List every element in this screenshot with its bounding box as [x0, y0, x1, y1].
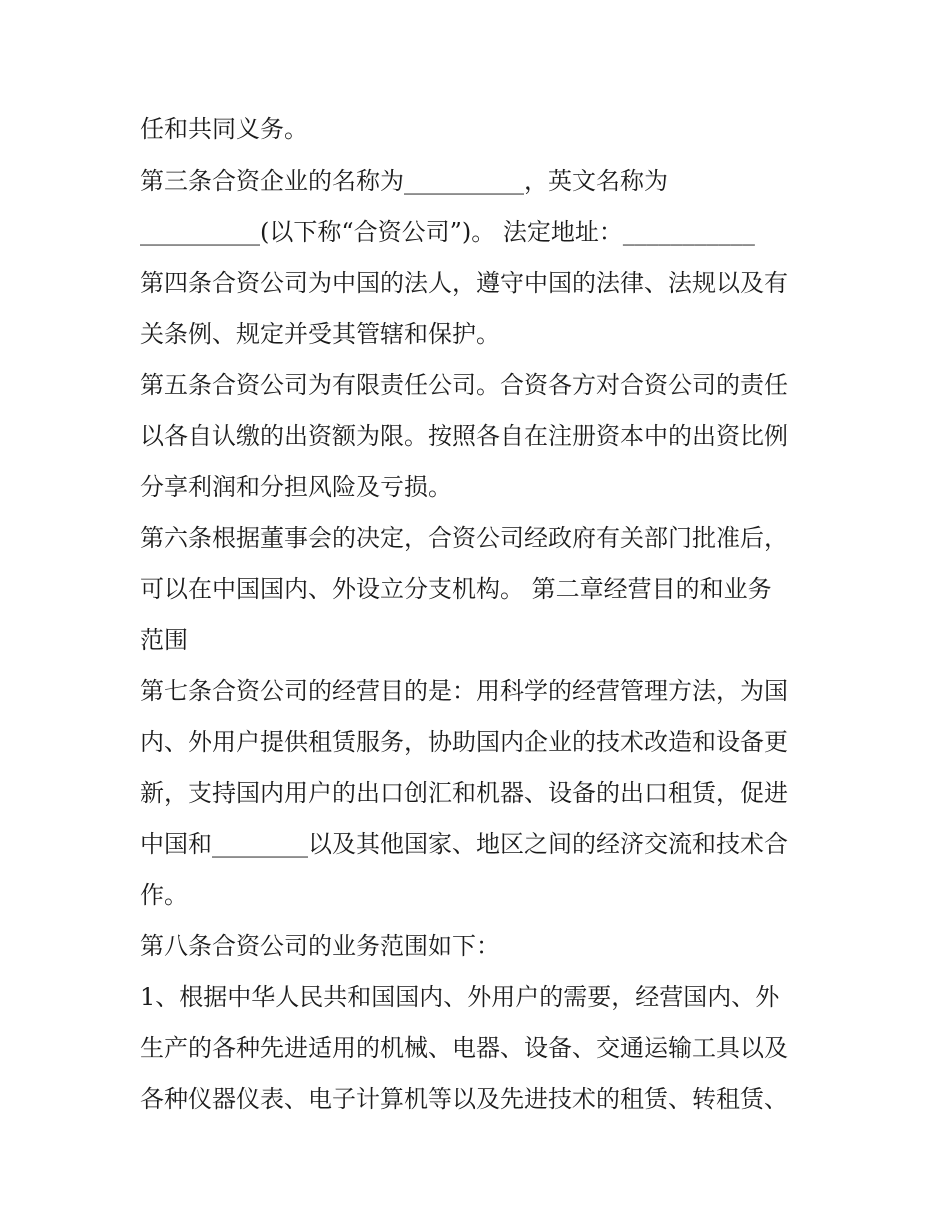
text-line: 可以在中国国内、外设立分支机构。 第二章经营目的和业务	[140, 575, 772, 603]
text-line: 任和共同义务。	[140, 115, 308, 143]
text-line: 以各自认缴的出资额为限。按照各自在注册资本中的出资比例	[140, 422, 788, 450]
text-line: 第八条合资公司的业务范围如下：	[140, 932, 500, 960]
text-line: 关条例、规定并受其管辖和保护。	[140, 320, 500, 348]
text-line: 分享利润和分担风险及亏损。	[140, 473, 452, 501]
text-line: 第六条根据董事会的决定，合资公司经政府有关部门批准后，	[140, 524, 788, 552]
text-line: 第四条合资公司为中国的法人，遵守中国的法律、法规以及有	[140, 269, 788, 297]
text-line: 第五条合资公司为有限责任公司。合资各方对合资公司的责任	[140, 371, 788, 399]
text-line: 1、根据中华人民共和国国内、外用户的需要，经营国内、外	[140, 983, 780, 1011]
text-line: 中国和________以及其他国家、地区之间的经济交流和技术合	[140, 830, 788, 858]
text-line: 各种仪器仪表、电子计算机等以及先进技术的租赁、转租赁、	[140, 1085, 788, 1113]
text-line: 新，支持国内用户的出口创汇和机器、设备的出口租赁，促进	[140, 779, 788, 807]
text-line: 作。	[140, 881, 188, 909]
text-line: 生产的各种先进适用的机械、电器、设备、交通运输工具以及	[140, 1034, 788, 1062]
text-line: 第三条合资企业的名称为__________，英文名称为	[140, 167, 668, 195]
text-line: 内、外用户提供租赁服务，协助国内企业的技术改造和设备更	[140, 728, 788, 756]
text-line: 范围	[140, 626, 188, 654]
text-line: __________(以下称“合资公司”)。 法定地址：___________	[140, 218, 755, 246]
text-line: 第七条合资公司的经营目的是：用科学的经营管理方法，为国	[140, 677, 788, 705]
